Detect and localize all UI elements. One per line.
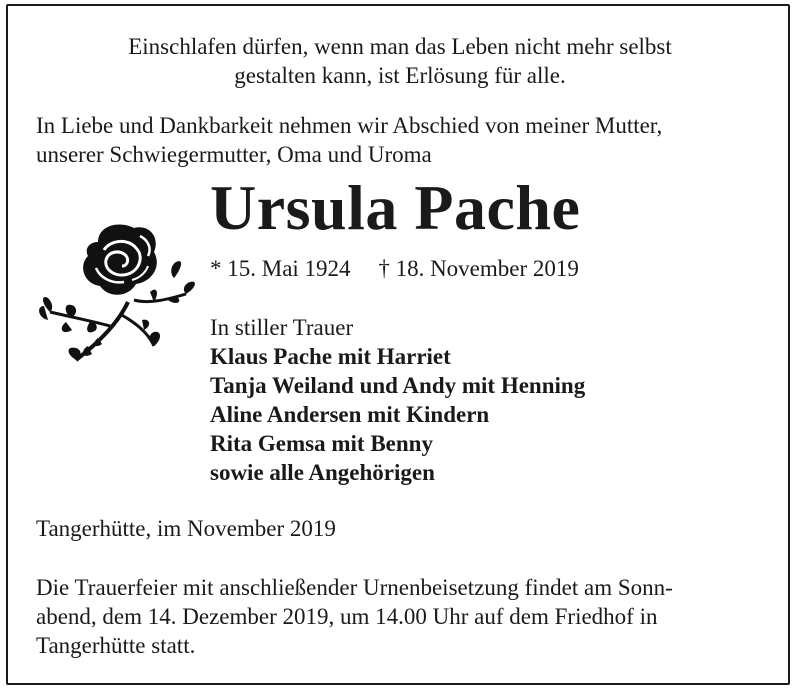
intro-line: unserer Schwiegermutter, Oma und Uroma <box>36 142 432 167</box>
deceased-name: Ursula Pache <box>210 172 581 243</box>
mourner-name: Tanja Weiland und Andy mit Henning <box>210 373 586 398</box>
intro-line: In Liebe und Dankbarkeit nehmen wir Abschied von meiner Mutter, <box>36 113 663 138</box>
funeral-line: abend, dem 14. Dezember 2019, um 14.00 Uhr auf dem Friedhof in <box>36 604 658 629</box>
place-and-date: Tangerhütte, im November 2019 <box>36 516 336 541</box>
mourner-name: Rita Gemsa mit Benny <box>210 431 433 456</box>
mourner-name: Aline Andersen mit Kindern <box>210 402 490 427</box>
mourner-name: sowie alle Angehörigen <box>210 460 435 485</box>
motto <box>0 32 800 90</box>
intro-text <box>36 111 776 169</box>
mourners-heading: In stiller Trauer <box>210 315 354 340</box>
motto-line: Einschlafen dürfen, wenn man das Leben nicht mehr selbst <box>128 34 672 59</box>
motto-line: gestalten kann, ist Erlösung für alle. <box>234 63 566 88</box>
funeral-info <box>36 573 764 660</box>
birth-date: * 15. Mai 1924 <box>210 256 351 281</box>
mourners-list <box>210 313 585 487</box>
mourner-name: Klaus Pache mit Harriet <box>210 344 451 369</box>
funeral-line: Tangerhütte statt. <box>36 633 196 658</box>
death-date: † 18. November 2019 <box>378 256 579 281</box>
funeral-line: Die Trauerfeier mit anschließender Urnenbeisetzung findet am Sonn- <box>36 575 673 600</box>
rose-icon <box>36 222 200 372</box>
life-dates <box>210 254 579 283</box>
